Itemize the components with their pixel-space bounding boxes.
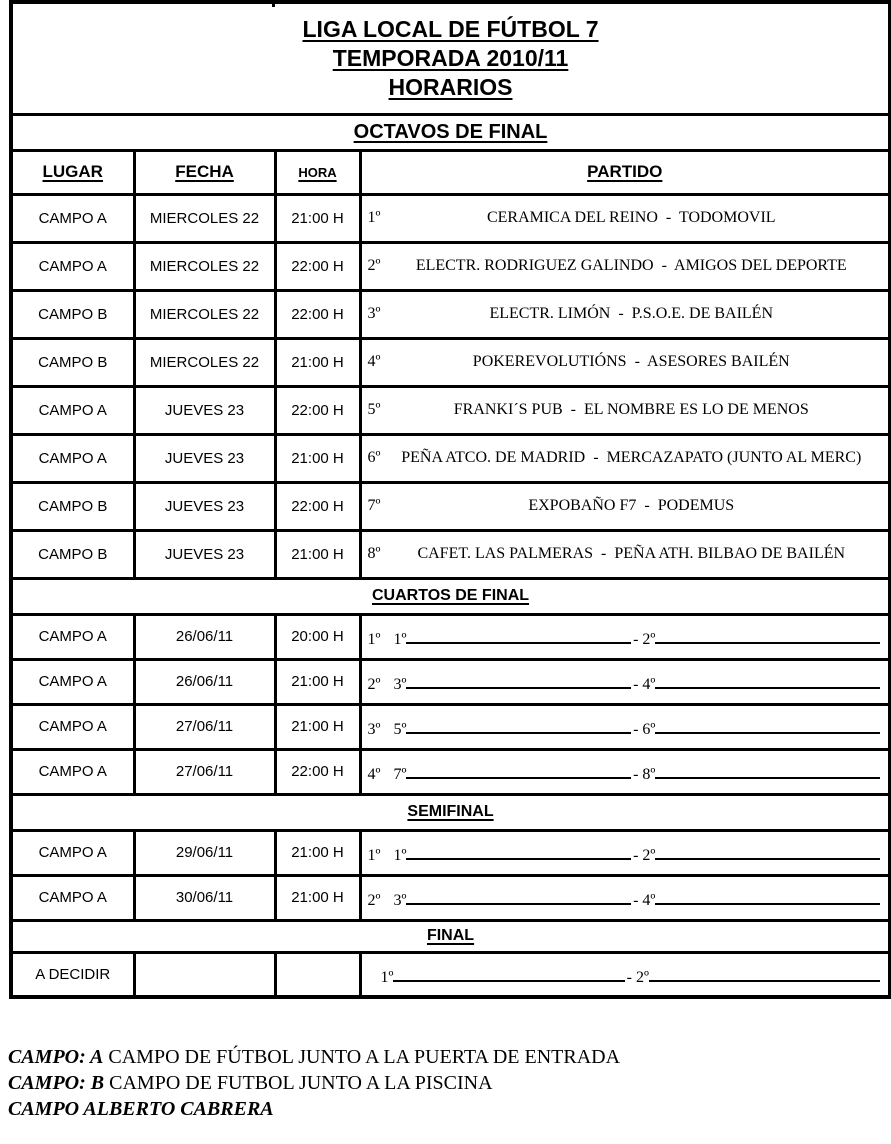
- fecha-cell: JUEVES 23: [134, 434, 275, 482]
- fecha-cell: JUEVES 23: [134, 386, 275, 434]
- lugar-cell: CAMPO B: [11, 482, 134, 530]
- schedule-table: [9, 0, 891, 999]
- octavos-row-5: [11, 386, 890, 434]
- blank-line: [393, 980, 624, 982]
- footer-note-label: CAMPO: B: [8, 1072, 105, 1094]
- match-teams: FRANKI´S PUB - EL NOMBRE ES LO DE MENOS: [453, 401, 809, 418]
- hora-cell: 21:00 H: [275, 830, 360, 875]
- blank-line: [655, 858, 880, 860]
- hora-cell: 21:00 H: [275, 659, 360, 704]
- fecha-cell: MIERCOLES 22: [134, 338, 275, 386]
- lugar-cell: CAMPO A: [11, 386, 134, 434]
- partido-cell: [360, 434, 890, 482]
- match-teams: CAFET. LAS PALMERAS - PEÑA ATH. BILBAO DE BAILÉN: [417, 545, 846, 562]
- cuartos-row-4: [11, 749, 890, 794]
- section-row-cuartos: [11, 578, 890, 614]
- home-placeholder: 5º: [393, 721, 407, 738]
- cuartos-row-3: [11, 704, 890, 749]
- fecha-cell: 26/06/11: [134, 614, 275, 659]
- match-teams: POKEREVOLUTIÓNS - ASESORES BAILÉN: [472, 353, 790, 370]
- lugar-cell: CAMPO A: [11, 614, 134, 659]
- partido-cell: [360, 482, 890, 530]
- partido-placeholder-cell: [360, 875, 890, 920]
- match-number: 1º: [367, 209, 381, 226]
- footer-note-text: CAMPO DE FÚTBOL JUNTO A LA PUERTA DE ENTRADA: [108, 1046, 621, 1068]
- match-number: 5º: [367, 401, 381, 418]
- column-header-hora: HORA: [275, 150, 360, 194]
- match-number: 4º: [367, 766, 381, 783]
- fecha-cell: 27/06/11: [134, 704, 275, 749]
- home-placeholder: 1º: [393, 847, 407, 864]
- semifinal-row-1: [11, 830, 890, 875]
- cuartos-row-2: [11, 659, 890, 704]
- octavos-row-2: [11, 242, 890, 290]
- match-number: 7º: [367, 497, 381, 514]
- partido-cell: [360, 290, 890, 338]
- fecha-cell: 30/06/11: [134, 875, 275, 920]
- fecha-cell: 27/06/11: [134, 749, 275, 794]
- lugar-cell: CAMPO A: [11, 434, 134, 482]
- match-teams: CERAMICA DEL REINO - TODOMOVIL: [486, 209, 776, 226]
- partido-cell: [360, 338, 890, 386]
- partido-placeholder-cell: [360, 704, 890, 749]
- blank-line: [655, 903, 880, 905]
- lugar-cell: CAMPO A: [11, 242, 134, 290]
- hora-cell: [275, 952, 360, 997]
- hora-cell: 21:00 H: [275, 704, 360, 749]
- cuartos-row-1: [11, 614, 890, 659]
- column-header-partido: PARTIDO: [360, 150, 890, 194]
- title-row: [11, 2, 890, 114]
- match-teams: ELECTR. LIMÓN - P.S.O.E. DE BAILÉN: [489, 305, 774, 322]
- fecha-cell: 29/06/11: [134, 830, 275, 875]
- lugar-cell: CAMPO B: [11, 530, 134, 578]
- title-line-2: TEMPORADA 2010/11: [332, 44, 569, 71]
- fecha-cell: 26/06/11: [134, 659, 275, 704]
- octavos-row-3: [11, 290, 890, 338]
- away-placeholder: - 2º: [626, 968, 649, 986]
- partido-cell: [360, 386, 890, 434]
- match-teams: ELECTR. RODRIGUEZ GALINDO - AMIGOS DEL DEPORTE: [415, 257, 847, 274]
- match-number: 8º: [367, 545, 381, 562]
- octavos-row-1: [11, 194, 890, 242]
- semifinal-row-2: [11, 875, 890, 920]
- footer-note-label: CAMPO: A: [8, 1046, 104, 1068]
- top-border-tick: [272, 0, 275, 7]
- final-row-1: [11, 952, 890, 997]
- away-placeholder: - 8º: [633, 766, 656, 783]
- footer-note-campo-a: [8, 1044, 620, 1070]
- footer-note-campo-b: [8, 1070, 620, 1096]
- match-number: 2º: [367, 257, 381, 274]
- blank-line: [406, 858, 631, 860]
- hora-cell: 22:00 H: [275, 749, 360, 794]
- lugar-cell: CAMPO B: [11, 290, 134, 338]
- partido-placeholder-cell: [360, 659, 890, 704]
- hora-cell: 20:00 H: [275, 614, 360, 659]
- match-number: 2º: [367, 892, 381, 909]
- blank-line: [406, 732, 631, 734]
- fecha-cell: JUEVES 23: [134, 530, 275, 578]
- blank-line: [406, 642, 631, 644]
- column-header-row: [11, 150, 890, 194]
- blank-line: [406, 687, 631, 689]
- footer-note-text: CAMPO DE FUTBOL JUNTO A LA PISCINA: [109, 1072, 493, 1094]
- home-placeholder: 3º: [393, 892, 407, 909]
- match-number: 1º: [367, 847, 381, 864]
- lugar-cell: CAMPO A: [11, 659, 134, 704]
- blank-line: [649, 980, 880, 982]
- match-number: 3º: [367, 305, 381, 322]
- hora-cell: 21:00 H: [275, 530, 360, 578]
- away-placeholder: - 4º: [633, 676, 656, 693]
- lugar-cell: CAMPO A: [11, 749, 134, 794]
- fecha-cell: JUEVES 23: [134, 482, 275, 530]
- fecha-cell: MIERCOLES 22: [134, 194, 275, 242]
- section-title-final: FINAL: [11, 920, 890, 952]
- partido-placeholder-cell: [360, 830, 890, 875]
- column-header-fecha: FECHA: [134, 150, 275, 194]
- lugar-cell: CAMPO B: [11, 338, 134, 386]
- partido-cell: [360, 530, 890, 578]
- partido-cell: [360, 242, 890, 290]
- match-number: 4º: [367, 353, 381, 370]
- partido-placeholder-cell: [360, 952, 890, 997]
- blank-line: [655, 642, 880, 644]
- document-title: [11, 2, 890, 114]
- lugar-cell: CAMPO A: [11, 830, 134, 875]
- match-number: 6º: [367, 449, 381, 466]
- away-placeholder: - 2º: [633, 847, 656, 864]
- octavos-row-6: [11, 434, 890, 482]
- hora-cell: 21:00 H: [275, 434, 360, 482]
- home-placeholder: 3º: [393, 676, 407, 693]
- section-row-semifinal: [11, 794, 890, 830]
- lugar-cell: CAMPO A: [11, 704, 134, 749]
- blank-line: [655, 687, 880, 689]
- match-number: 2º: [367, 676, 381, 693]
- section-title-semifinal: SEMIFINAL: [11, 794, 890, 830]
- hora-cell: 22:00 H: [275, 242, 360, 290]
- fecha-cell: [134, 952, 275, 997]
- match-number: 1º: [367, 631, 381, 648]
- away-placeholder: - 2º: [633, 631, 656, 648]
- title-line-1: LIGA LOCAL DE FÚTBOL 7: [302, 15, 599, 42]
- title-line-3: HORARIOS: [388, 73, 513, 100]
- away-placeholder: - 4º: [633, 892, 656, 909]
- footer-notes: [8, 1044, 620, 1122]
- away-placeholder: - 6º: [633, 721, 656, 738]
- hora-cell: 21:00 H: [275, 875, 360, 920]
- column-header-lugar: LUGAR: [11, 150, 134, 194]
- blank-line: [655, 732, 880, 734]
- home-placeholder: 1º: [380, 968, 394, 986]
- partido-placeholder-cell: [360, 614, 890, 659]
- blank-line: [406, 777, 631, 779]
- section-title-octavos: OCTAVOS DE FINAL: [11, 114, 890, 150]
- blank-line: [406, 903, 631, 905]
- match-number: 3º: [367, 721, 381, 738]
- lugar-cell: CAMPO A: [11, 194, 134, 242]
- section-row-final: [11, 920, 890, 952]
- match-teams: PEÑA ATCO. DE MADRID - MERCAZAPATO (JUNTO AL MERC): [401, 449, 862, 466]
- hora-cell: 21:00 H: [275, 194, 360, 242]
- octavos-row-7: [11, 482, 890, 530]
- lugar-cell: A DECIDIR: [11, 952, 134, 997]
- home-placeholder: 1º: [393, 631, 407, 648]
- partido-placeholder-cell: [360, 749, 890, 794]
- partido-cell: [360, 194, 890, 242]
- hora-cell: 21:00 H: [275, 338, 360, 386]
- lugar-cell: CAMPO A: [11, 875, 134, 920]
- match-teams: EXPOBAÑO F7 - PODEMUS: [528, 497, 735, 514]
- hora-cell: 22:00 H: [275, 386, 360, 434]
- fecha-cell: MIERCOLES 22: [134, 242, 275, 290]
- blank-line: [655, 777, 880, 779]
- home-placeholder: 7º: [393, 766, 407, 783]
- hora-cell: 22:00 H: [275, 482, 360, 530]
- section-title-cuartos: CUARTOS DE FINAL: [11, 578, 890, 614]
- hora-cell: 22:00 H: [275, 290, 360, 338]
- footer-note-campo-alberto-cabrera: CAMPO ALBERTO CABRERA: [8, 1098, 274, 1120]
- fecha-cell: MIERCOLES 22: [134, 290, 275, 338]
- section-row-octavos: [11, 114, 890, 150]
- octavos-row-4: [11, 338, 890, 386]
- octavos-row-8: [11, 530, 890, 578]
